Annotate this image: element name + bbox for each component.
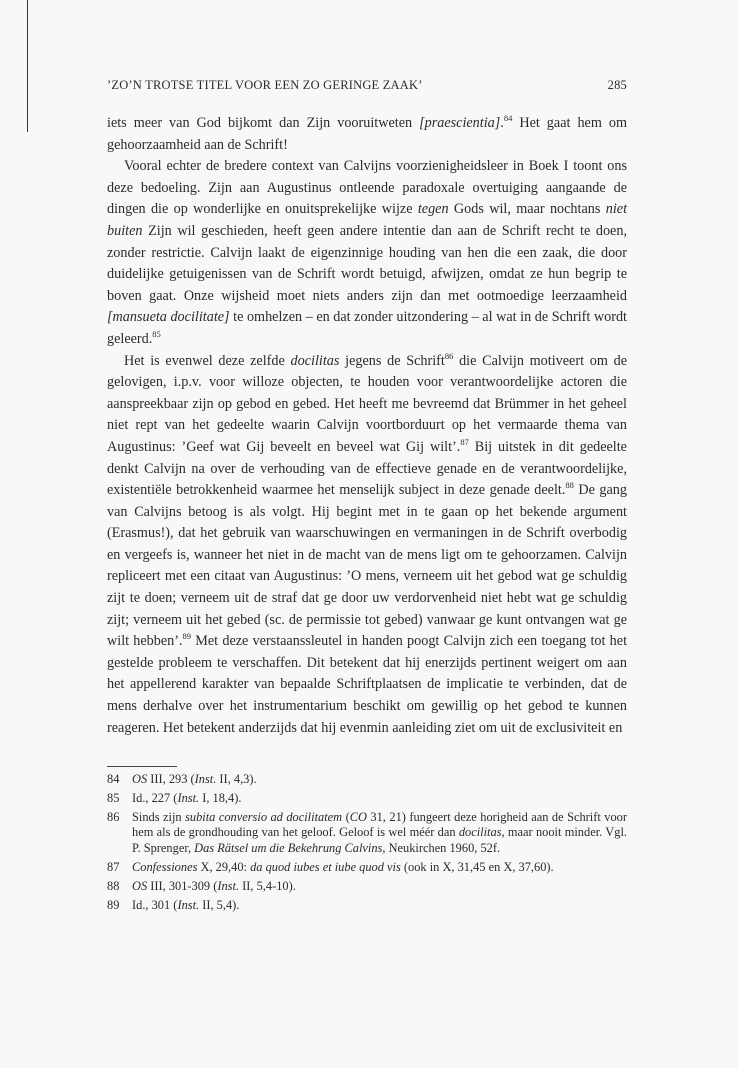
footnote-ref-89: 89 (182, 631, 192, 642)
running-head (107, 78, 627, 98)
footnote-ref-88: 88 (565, 480, 574, 491)
paragraph-3: Het is evenwel deze zelfde docilitas jegens de Schrift$^{86}$ die Calvijn motiveert om de gelovigen, i.p.v. voor willoze objecten, te houden voor verantwoordelijke actoren die aanspreekbaar zijn op gebod en gebed. Het heeft me bevreemd dat Brümmer in het geheel niet rept van het gedeelte waarin Calvijn voortborduurt op het vermaarde thema van Augustinus: ’Geef wat Gij beveelt en beveel wat Gij wilt’.$^{87}$ Bij uitstek in dit gedeelte denkt Calvijn na over de verhouding van de effectieve genade en de verantwoordelijke, existentiële betrokkenheid waarmee het menselijk subject in deze genade deelt.$^{88}$ De gang van Calvijns betoog is als volgt. Hij begint met in te gaan op het bekende argument (Erasmus!), dat het gebruik van waarschuwingen en vermaningen in de Schrift overbodig en vergeefs is, wanneer het niet in de macht van de mens ligt om te gehoorzamen. Calvijn repliceert met een citaat van Augustinus: ’O mens, verneem uit het gebod wat ge schuldig zijt te doen; verneem uit de straf dat ge door uw verdorvenheid niet hebt wat ge schuldig zijt; verneem uit het gebed (sc. de permissie tot gebed) vanwaar ge kunt ontvangen wat ge wilt hebben’.$^{89}$ Met deze verstaanssleutel in handen poogt Calvijn zich een toegang tot het gestelde probleem te verschaffen. Dit betekent dat hij enerzijds pertinent weigert om aan het appellerend karakter van bepaalde Schriftplaatsen de implicatie te verbinden, dat de mens derhalve over het instrumentarium beschikt om gewillig op het gebod te kunnen reageren. Het betekent anderzijds dat hij evenmin aanleiding ziet om uit de exclusiviteit en (107, 350, 628, 736)
body-text (107, 113, 627, 739)
binding-edge-line (27, 0, 28, 132)
book-page (107, 78, 627, 913)
footnote-ref-87: 87 (460, 436, 469, 447)
footnotes (107, 772, 627, 913)
paragraph-2: Vooral echter de bredere context van Calvijns voorzienigheidsleer in Boek I toont ons deze bedoeling. Zijn aan Augustinus ontleende paradoxale overtuiging aangaande de dingen die op wonderlijke en onuitsprekelijke wijze tegen Gods wil, maar nochtans niet buiten Zijn wil geschieden, heeft geen andere intentie dan aan de Schrift recht te doen, zonder restrictie. Calvijn laakt de eigenzinnige houding van hen die een zaak, die door duidelijke getuigenissen van de Schrift wordt betuigd, afwijzen, omdat ze hun begrip te boven gaat. Onze wijsheid moet niets anders zijn dan met ootmoedige leerzaamheid [mansueta docilitate] te omhelzen – en dat zonder uitzondering – al wat in de Schrift wordt geleerd.$^{85}$ (107, 158, 628, 347)
footnote-89: 89 Id., 301 (Inst. II, 5,4). (107, 897, 240, 912)
footnote-85: 85 Id., 227 (Inst. I, 18,4). (107, 791, 242, 806)
footnote-ref-85: 85 (152, 328, 161, 339)
footnote-ref-84: 84 (503, 113, 513, 123)
footnote-88: 88 OS III, 301-309 (Inst. II, 5,4-10). (107, 878, 296, 893)
page-number: 285 (607, 78, 627, 92)
footnote-84: 84 OS III, 293 (Inst. II, 4,3). (107, 772, 257, 787)
running-title: ’ZO’N TROTSE TITEL VOOR EEN ZO GERINGE ZAAK’ (107, 78, 423, 92)
footnote-divider (107, 766, 177, 767)
footnote-86: 86 Sinds zijn subita conversio ad docilitatem (CO 31, 21) fungeert deze horigheid aan de Schrift voor hem als de grondhouding van het geloof. Geloof is wel méér dan docilitas, maar nooit minder. Vgl. P. Sprenger, Das Rätsel um die Bekehrung Calvins, Neukirchen 1960, 52f. (107, 810, 627, 855)
footnote-ref-86: 86 (444, 350, 454, 361)
footnote-87: 87 Confessiones X, 29,40: da quod iubes et iube quod vis (ook in X, 31,45 en X, 37,60). (107, 859, 554, 874)
paragraph-1: iets meer van God bijkomt dan Zijn vooruitweten [praescientia].$^{84}$ Het gaat hem om gehoorzaamheid aan de Schrift! (107, 113, 627, 153)
